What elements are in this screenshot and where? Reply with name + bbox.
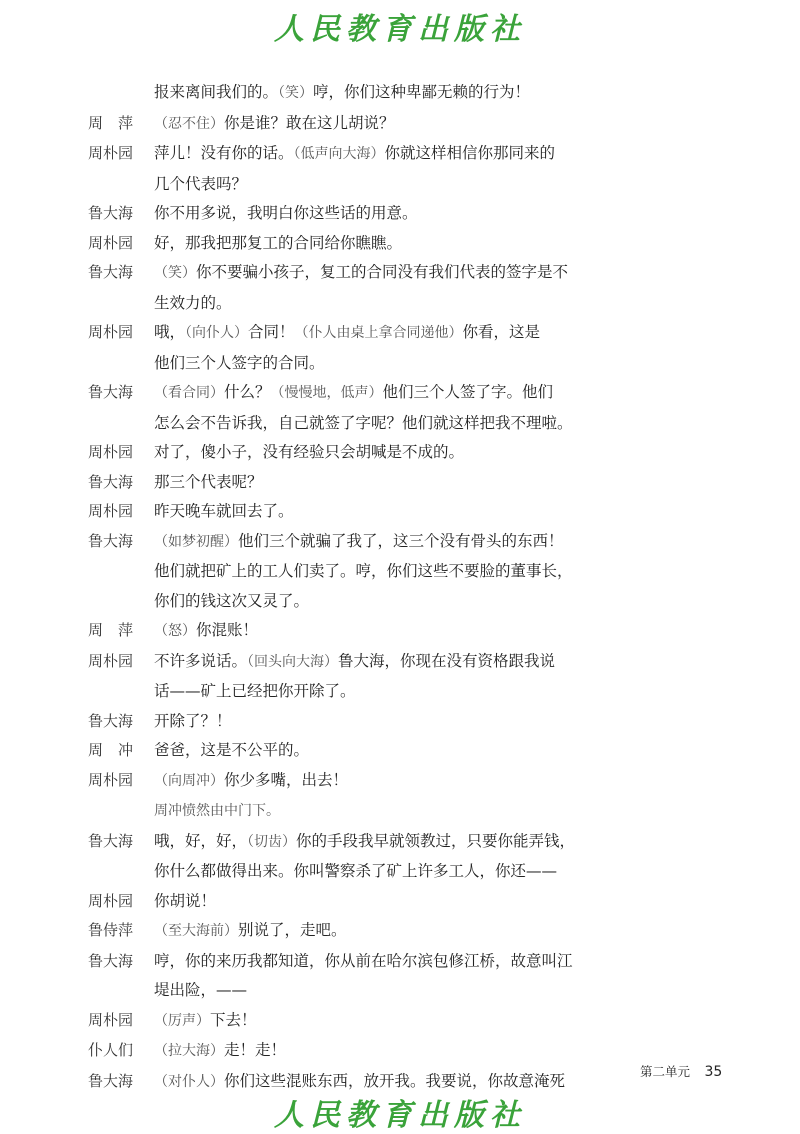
dialogue-segment: 哦， — [154, 323, 186, 341]
script-line — [88, 947, 608, 977]
dialogue-text — [154, 139, 608, 170]
speaker-name: 鲁大海 — [88, 472, 134, 491]
speaker-name: 仆人们 — [88, 1041, 134, 1059]
script-line — [88, 378, 608, 409]
script-line — [88, 677, 608, 707]
script-line — [88, 647, 608, 678]
dialogue-text — [154, 1006, 608, 1037]
speaker-name: 周朴园 — [88, 233, 134, 252]
dialogue-segment: 鲁大海，你现在没有资格跟我说 — [338, 651, 556, 670]
dialogue-segment: 爸爸，这是不公平的。 — [154, 741, 310, 759]
script-line — [88, 199, 608, 229]
speaker-name: 鲁大海 — [88, 711, 134, 730]
dialogue-segment: 不许多说话。 — [154, 651, 248, 670]
dialogue-text — [154, 707, 608, 737]
script-line — [88, 616, 608, 647]
script-line — [88, 438, 608, 468]
dialogue-segment: 你什么都做得出来。你叫警察杀了矿上许多工人，你还—— — [154, 862, 558, 880]
speaker-name — [88, 78, 154, 109]
stage-direction: （忍不住） — [154, 115, 224, 132]
dialogue-text — [154, 647, 608, 678]
speaker-name: 周朴园 — [88, 323, 134, 341]
dialogue-segment: 你混账！ — [196, 621, 259, 639]
speaker-name: 周朴园 — [88, 891, 134, 910]
speaker-name: 鲁侍萍 — [88, 921, 134, 939]
speaker-name: 周 萍 — [88, 113, 134, 132]
speaker-name — [88, 796, 154, 827]
speaker-name — [88, 289, 154, 319]
stage-direction: （慢慢地，低声） — [270, 385, 383, 401]
script-line — [88, 976, 608, 1006]
speaker-name — [88, 349, 154, 379]
stage-direction: （向仆人） — [185, 325, 249, 341]
dialogue-segment: 怎么会不告诉我，自己就签了字呢？他们就这样把我不理啦。 — [154, 413, 573, 432]
page-footer — [640, 1062, 730, 1080]
speaker-name — [88, 587, 154, 617]
stage-direction: （至大海前） — [154, 923, 238, 939]
dialogue-segment: 报来离间我们的。 — [154, 83, 279, 101]
speaker-name — [88, 170, 154, 200]
stage-direction: （拉大海） — [154, 1043, 224, 1059]
dialogue-segment: 话——矿上已经把你开除了。 — [154, 682, 356, 700]
stage-direction: （笑） — [154, 265, 196, 281]
dialogue-text — [154, 587, 608, 617]
dialogue-text — [154, 677, 608, 707]
dialogue-text — [154, 557, 608, 587]
script-line — [88, 109, 608, 140]
stage-direction: （向周冲） — [154, 772, 224, 789]
dialogue-segment: 哼，你们这种卑鄙无赖的行为！ — [313, 83, 531, 101]
script-body — [88, 78, 608, 1097]
speaker-name — [88, 857, 154, 887]
dialogue-text — [154, 109, 608, 140]
dialogue-text — [154, 349, 608, 379]
dialogue-segment: 别说了，走吧。 — [238, 921, 347, 939]
script-line — [88, 170, 608, 200]
script-line — [88, 318, 608, 349]
speaker-name — [88, 557, 154, 587]
dialogue-text — [154, 1036, 608, 1067]
dialogue-text — [154, 857, 608, 887]
dialogue-segment: 他们三个人签了字。他们 — [382, 383, 554, 401]
dialogue-segment: 你的手段我早就领教过，只要你能弄钱， — [296, 831, 576, 850]
script-line — [88, 857, 608, 887]
dialogue-segment: 对了，傻小子，没有经验只会胡喊是不成的。 — [154, 443, 465, 461]
dialogue-segment: 合同！ — [248, 323, 295, 341]
dialogue-text — [154, 497, 608, 527]
speaker-name: 鲁大海 — [88, 951, 134, 970]
dialogue-segment: 你胡说！ — [154, 891, 217, 910]
stage-direction: （看合同） — [154, 385, 224, 401]
script-line — [88, 409, 608, 439]
dialogue-text — [154, 78, 608, 109]
speaker-name: 鲁大海 — [88, 831, 134, 850]
dialogue-segment: 开除了？！ — [154, 711, 232, 730]
dialogue-text — [154, 616, 608, 647]
dialogue-text — [154, 947, 608, 977]
script-line — [88, 468, 608, 498]
script-line — [88, 887, 608, 917]
dialogue-text — [154, 736, 608, 766]
script-line — [88, 78, 608, 109]
dialogue-segment: 堤出险，—— — [154, 981, 248, 999]
dialogue-segment: 哼，你的来历我都知道，你从前在哈尔滨包修江桥，故意叫江 — [154, 951, 573, 970]
dialogue-segment: 什么？ — [224, 383, 271, 401]
unit-label: 第二单元 — [640, 1064, 691, 1079]
stage-direction: （对仆人） — [154, 1073, 224, 1090]
dialogue-text — [154, 229, 608, 259]
dialogue-text — [154, 289, 608, 319]
dialogue-segment: 你就这样相信你那同来的 — [384, 144, 556, 162]
dialogue-segment: 你看，这是 — [462, 323, 541, 341]
dialogue-text — [154, 796, 608, 827]
script-line — [88, 349, 608, 379]
script-line — [88, 139, 608, 170]
speaker-name — [88, 677, 154, 707]
speaker-name: 周朴园 — [88, 1010, 134, 1029]
stage-direction: （切齿） — [247, 833, 297, 850]
dialogue-text — [154, 976, 608, 1006]
dialogue-segment: 你不用多说，我明白你这些话的用意。 — [154, 204, 418, 222]
script-line — [88, 1036, 608, 1067]
speaker-name: 周朴园 — [88, 144, 134, 162]
dialogue-segment: 那三个代表呢？ — [154, 472, 263, 491]
dialogue-text — [154, 318, 608, 349]
speaker-name: 周朴园 — [88, 651, 134, 670]
stage-direction: （厉声） — [154, 1012, 210, 1029]
script-line — [88, 796, 608, 827]
dialogue-text — [154, 916, 608, 947]
script-line — [88, 707, 608, 737]
dialogue-text — [154, 527, 608, 558]
dialogue-segment: 他们三个就骗了我了，这三个没有骨头的东西！ — [238, 531, 564, 550]
dialogue-segment: 你是谁？敢在这儿胡说？ — [224, 113, 395, 132]
dialogue-text — [154, 199, 608, 229]
script-line — [88, 229, 608, 259]
dialogue-segment: 昨天晚车就回去了。 — [154, 502, 294, 520]
speaker-name: 周 萍 — [88, 621, 134, 639]
script-line — [88, 497, 608, 527]
dialogue-text — [154, 258, 608, 289]
speaker-name: 鲁大海 — [88, 263, 134, 281]
dialogue-text — [154, 887, 608, 917]
dialogue-text — [154, 378, 608, 409]
speaker-name: 周朴园 — [88, 502, 134, 520]
dialogue-segment: 哦，好，好， — [154, 831, 248, 850]
dialogue-segment: 生效力的。 — [154, 293, 232, 312]
dialogue-text — [154, 170, 608, 200]
speaker-name — [88, 976, 154, 1006]
speaker-name: 周 冲 — [88, 741, 134, 759]
script-line — [88, 1006, 608, 1037]
dialogue-segment: 你们这些混账东西，放开我。我要说，你故意淹死 — [224, 1071, 566, 1090]
script-line — [88, 827, 608, 858]
speaker-name: 周朴园 — [88, 770, 134, 789]
dialogue-segment: 好，那我把那复工的合同给你瞧瞧。 — [154, 233, 403, 252]
speaker-name: 鲁大海 — [88, 531, 134, 550]
dialogue-segment: 他们三个人签字的合同。 — [154, 353, 325, 372]
script-line — [88, 258, 608, 289]
speaker-name: 鲁大海 — [88, 383, 134, 401]
speaker-name — [88, 409, 154, 439]
dialogue-text — [154, 766, 608, 797]
speaker-name: 鲁大海 — [88, 204, 134, 222]
stage-direction: （怒） — [154, 623, 196, 639]
script-line — [88, 557, 608, 587]
script-line — [88, 289, 608, 319]
publisher-logo-bottom: 人民教育出版社 — [274, 1098, 526, 1133]
speaker-name: 周朴园 — [88, 443, 134, 461]
dialogue-segment: 萍儿！没有你的话。 — [154, 144, 294, 162]
dialogue-segment: 你不要骗小孩子，复工的合同没有我们代表的签字是不 — [196, 263, 569, 281]
stage-direction: 周冲愤然由中门下。 — [154, 803, 280, 819]
dialogue-text — [154, 468, 608, 498]
stage-direction: （低声向大海） — [293, 146, 385, 162]
stage-direction: （如梦初醒） — [154, 533, 238, 550]
publisher-logo-top: 人民教育出版社 — [274, 12, 526, 47]
stage-direction: （回头向大海） — [247, 653, 339, 670]
dialogue-segment: 走！走！ — [224, 1041, 287, 1059]
script-line — [88, 916, 608, 947]
dialogue-text — [154, 827, 608, 858]
dialogue-text — [154, 438, 608, 468]
stage-direction: （仆人由桌上拿合同递他） — [294, 325, 463, 341]
script-line — [88, 527, 608, 558]
dialogue-segment: 他们就把矿上的工人们卖了。哼，你们这些不要脸的董事长， — [154, 562, 573, 580]
script-line — [88, 766, 608, 797]
script-line — [88, 736, 608, 766]
dialogue-text — [154, 409, 608, 439]
dialogue-segment: 几个代表吗？ — [154, 174, 248, 193]
speaker-name: 鲁大海 — [88, 1071, 134, 1090]
dialogue-segment: 你少多嘴，出去！ — [224, 770, 349, 789]
dialogue-segment: 下去！ — [210, 1010, 257, 1029]
dialogue-segment: 你们的钱这次又灵了。 — [154, 591, 310, 610]
script-line — [88, 587, 608, 617]
stage-direction: （笑） — [278, 85, 314, 101]
page-number: 35 — [704, 1064, 723, 1080]
